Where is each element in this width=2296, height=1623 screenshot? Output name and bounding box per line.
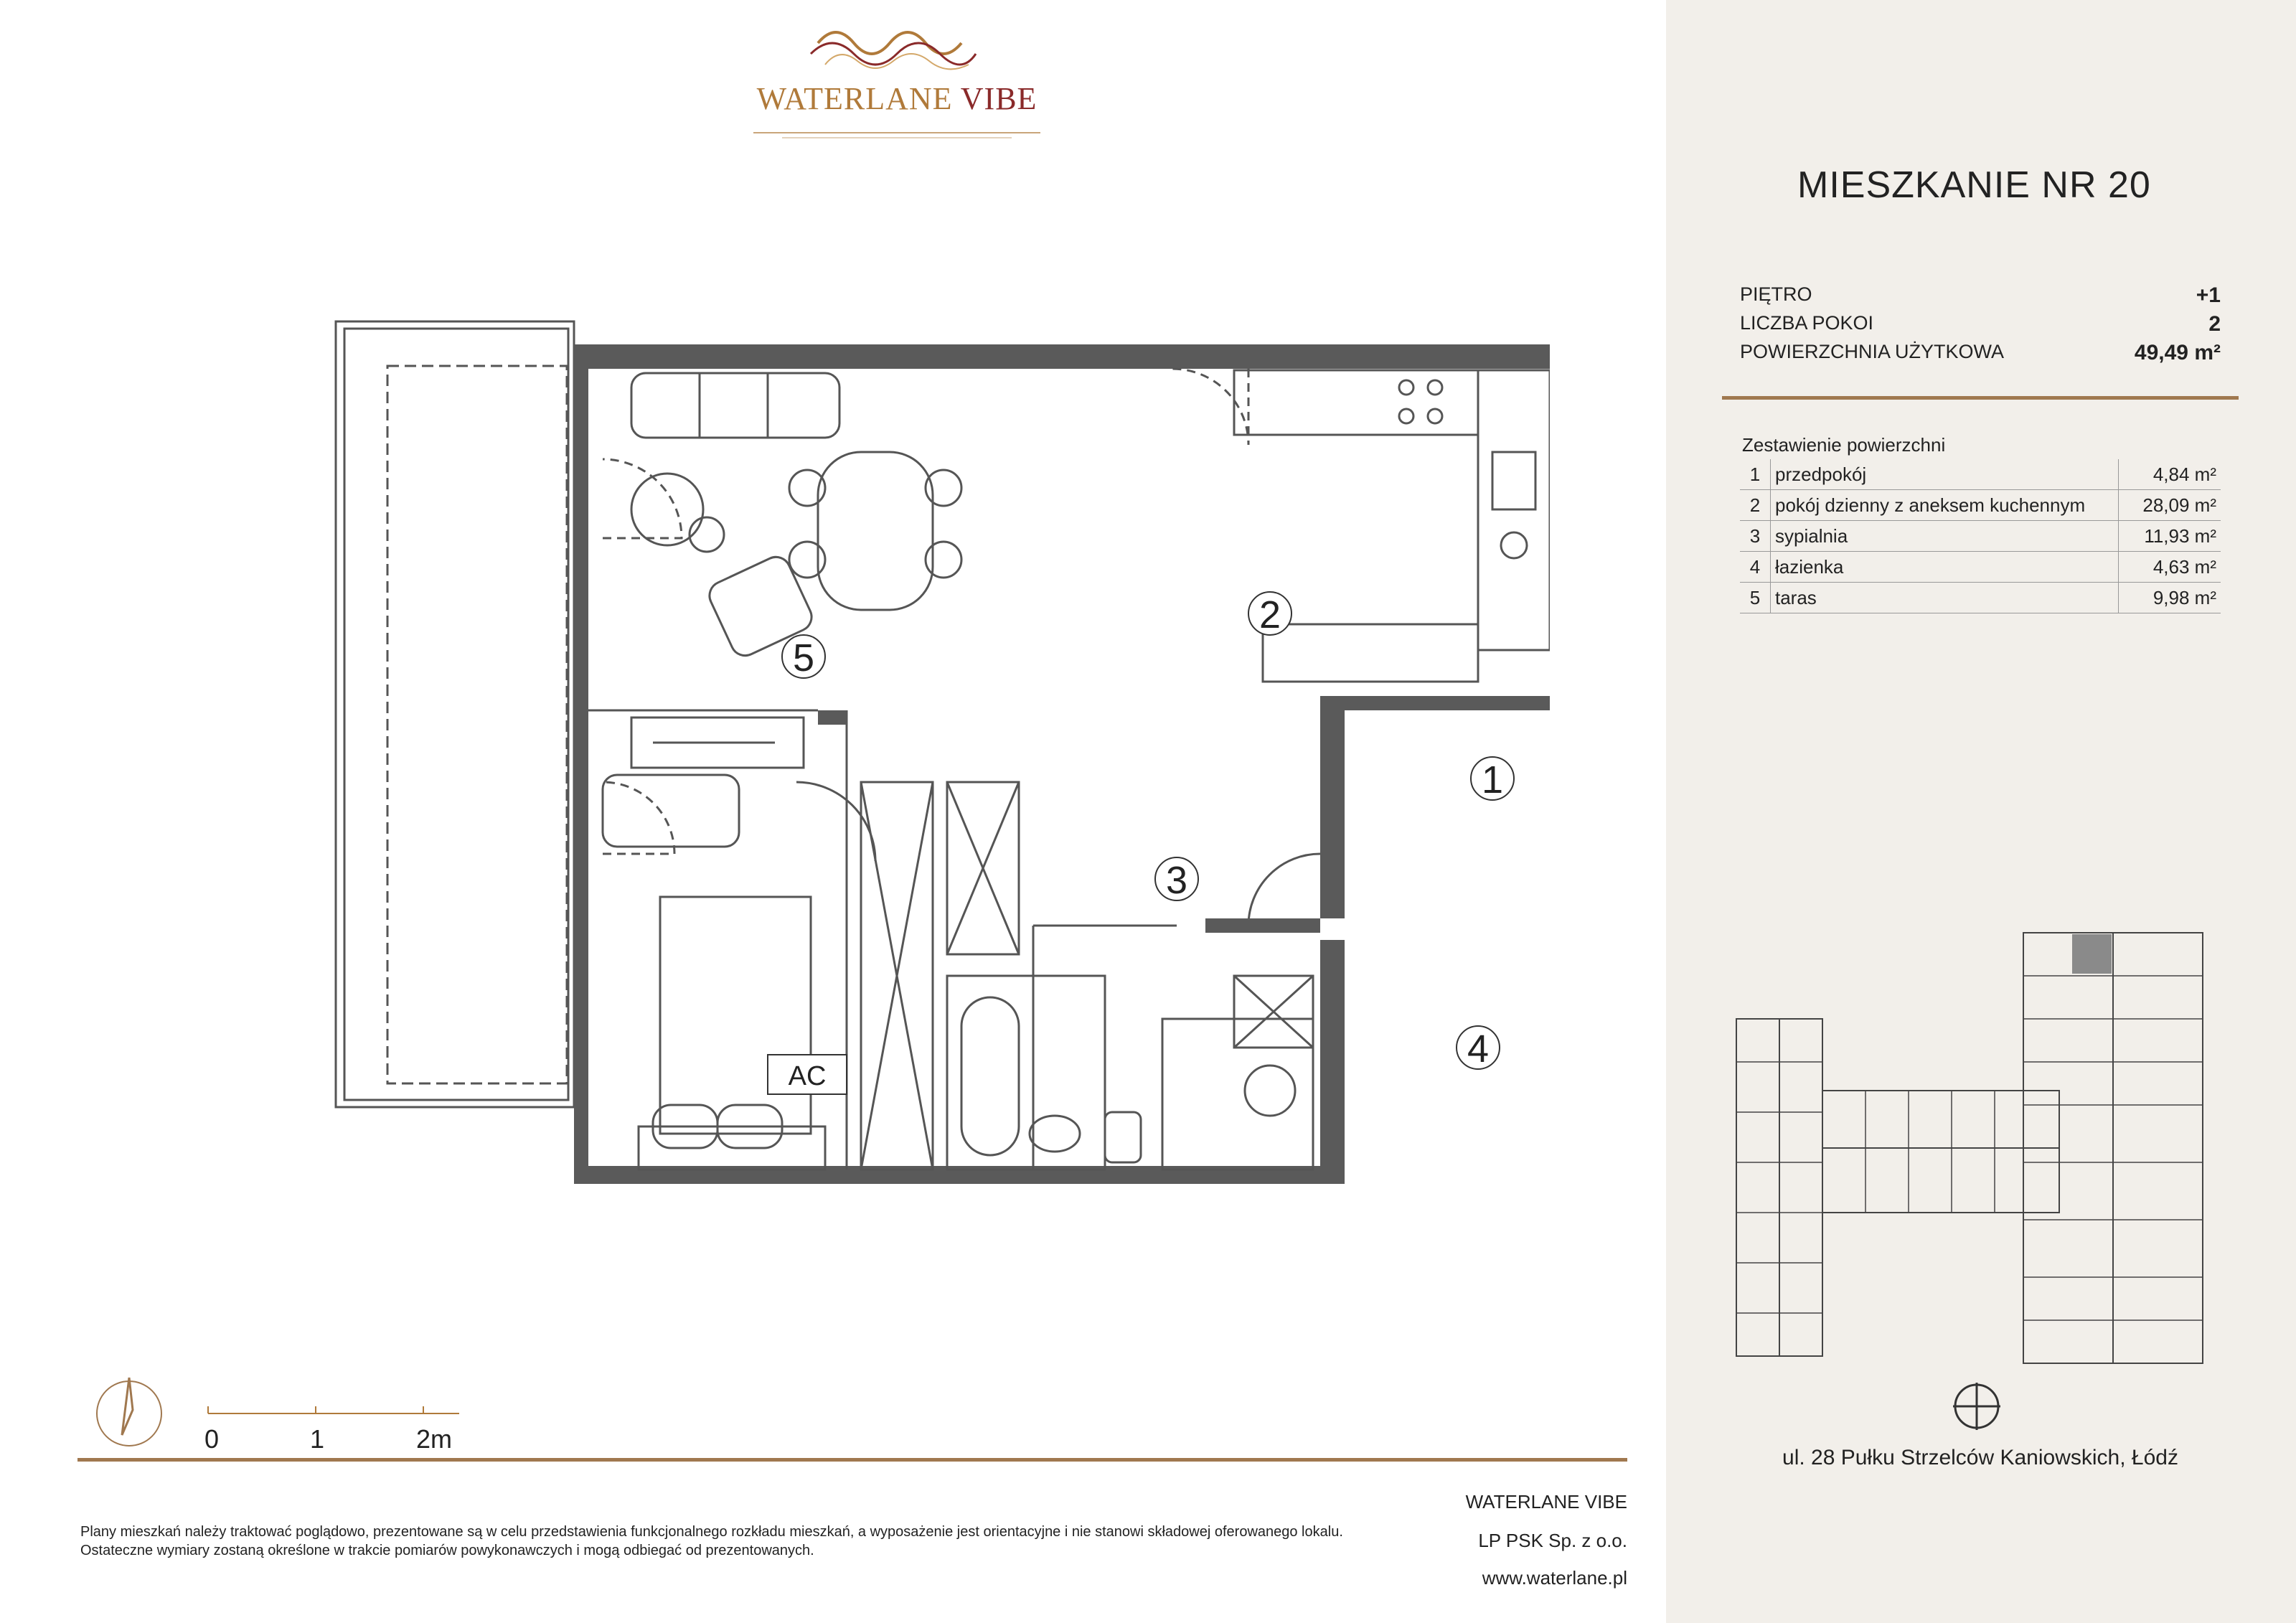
row-number: 4 (1740, 552, 1771, 583)
scale-bar (86, 1370, 488, 1457)
address: ul. 28 Pułku Strzelców Kaniowskich, Łódź (1782, 1446, 2178, 1469)
compass-icon (1952, 1381, 2002, 1431)
floor-row (1740, 283, 2221, 308)
bottom-divider (77, 1458, 1627, 1462)
room-name: pokój dzienny z aneksem kuchennym (1771, 490, 2119, 521)
summary-heading: Zestawienie powierzchni (1742, 434, 1946, 456)
room-area: 4,63 m² (2119, 552, 2221, 583)
disclaimer-line-1: Plany mieszkań należy traktować poglądowo, prezentowane są w celu przedstawienia funkcjonalnego rozkładu mieszkań, a wyposażenie jest orientacyjne i nie stanowi składowej oferowanego lokalu. (80, 1524, 1343, 1540)
room-area: 28,09 m² (2119, 490, 2221, 521)
room-area: 9,98 m² (2119, 583, 2221, 613)
table-row (1740, 552, 2221, 583)
scale-label-1: 1 (310, 1424, 325, 1454)
sink (1030, 1116, 1080, 1152)
room-name: łazienka (1771, 552, 2119, 583)
area-row (1740, 341, 2221, 365)
floor-label: PIĘTRO (1740, 283, 1812, 305)
toilet (1105, 1112, 1141, 1162)
north-arrow-icon (97, 1381, 161, 1446)
exterior-walls (574, 344, 1550, 1184)
apartment-title: MIESZKANIE NR 20 (1797, 164, 2151, 206)
row-number: 1 (1740, 459, 1771, 490)
rooms-label: LICZBA POKOI (1740, 312, 1874, 334)
scale-label-0: 0 (204, 1424, 220, 1454)
bed (660, 897, 811, 1134)
table-row (1740, 521, 2221, 552)
floor-value: +1 (2196, 283, 2221, 307)
disclaimer (80, 1523, 1479, 1560)
scale-label-2m: 2m (416, 1424, 453, 1454)
room-area: 4,84 m² (2119, 459, 2221, 490)
ac-label: AC (788, 1061, 827, 1091)
room-label-4: 4 (1467, 1027, 1490, 1071)
brand-name-part2: VIBE (960, 81, 1038, 116)
apartment-highlight (2072, 934, 2112, 974)
room-label-3: 3 (1165, 859, 1188, 902)
footer-company: LP PSK Sp. z o.o. (1478, 1530, 1627, 1551)
row-number: 2 (1740, 490, 1771, 521)
table-row (1740, 583, 2221, 613)
table-row (1740, 459, 2221, 490)
room-label-5: 5 (792, 636, 815, 679)
area-label: POWIERZCHNIA UŻYTKOWA (1740, 341, 2005, 362)
dining-table (818, 452, 933, 610)
room-area: 11,93 m² (2119, 521, 2221, 552)
room-name: taras (1771, 583, 2119, 613)
room-name: sypialnia (1771, 521, 2119, 552)
rooms-value: 2 (2208, 312, 2221, 336)
coffee-table (631, 474, 703, 545)
floor-plan (316, 309, 1550, 1184)
brand-name (725, 80, 1069, 117)
brand-name-part1: WATERLANE (756, 81, 953, 116)
area-summary-table (1740, 459, 2221, 613)
table-row (1740, 490, 2221, 521)
footer-website[interactable]: www.waterlane.pl (1482, 1567, 1627, 1589)
rooms-row (1740, 312, 2221, 337)
room-label-2: 2 (1258, 593, 1281, 636)
terrace-outline (336, 321, 574, 1107)
row-number: 5 (1740, 583, 1771, 613)
area-value: 49,49 m² (2134, 341, 2221, 364)
site-plan (1722, 926, 2217, 1385)
bathtub (961, 997, 1019, 1155)
sofa (631, 373, 839, 438)
sidebar-divider (1722, 396, 2239, 400)
row-number: 3 (1740, 521, 1771, 552)
disclaimer-line-2: Ostateczne wymiary zostaną określone w trakcie pomiarów powykonawczych i mogą odbiegać od prezentowanych. (80, 1543, 814, 1558)
footer-brand: WATERLANE VIBE (1465, 1491, 1627, 1513)
room-name: przedpokój (1771, 459, 2119, 490)
room-label-1: 1 (1481, 758, 1504, 801)
brand-logo (732, 14, 1062, 144)
